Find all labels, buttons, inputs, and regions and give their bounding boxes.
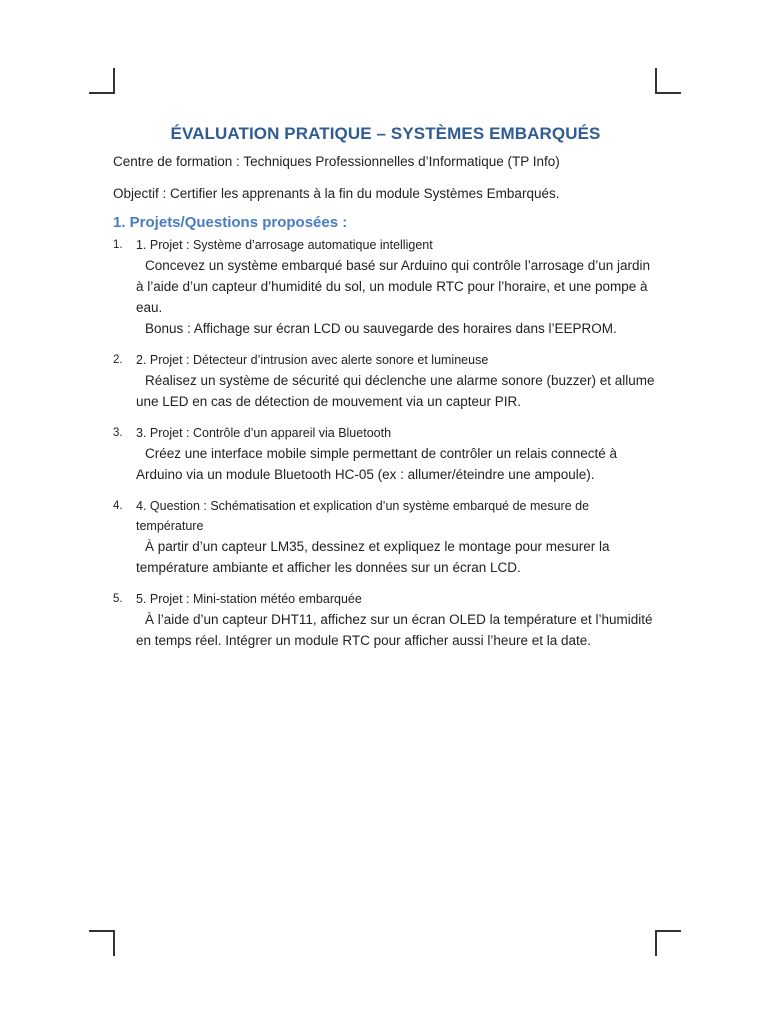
list-item xyxy=(113,235,658,339)
item-body: Concevez un système embarqué basé sur Arduino qui contrôle l’arrosage d’un jardin à l’aide d’un capteur d’humidité du sol, un module RTC pour l’horaire, et une pompe à eau. xyxy=(136,258,651,315)
item-bonus: Bonus : Affichage sur écran LCD ou sauvegarde des horaires dans l’EEPROM. xyxy=(145,321,617,336)
list-item xyxy=(113,589,658,651)
item-heading: 4. Question : Schématisation et explication d’un système embarqué de mesure de température xyxy=(136,499,590,533)
item-number: 4. xyxy=(113,500,123,512)
item-number: 5. xyxy=(113,593,123,605)
item-heading: 3. Projet : Contrôle d’un appareil via Bluetooth xyxy=(136,426,392,440)
item-number: 2. xyxy=(113,354,123,366)
item-heading: 5. Projet : Mini-station météo embarquée xyxy=(136,592,362,606)
crop-mark-bottom-right xyxy=(655,930,681,956)
crop-mark-top-left xyxy=(89,68,115,94)
list-item xyxy=(113,423,658,485)
list-item xyxy=(113,350,658,412)
document-title: ÉVALUATION PRATIQUE – SYSTÈMES EMBARQUÉS xyxy=(170,124,601,143)
section-title: 1. Projets/Questions proposées : xyxy=(113,214,348,231)
objective: Objectif : Certifier les apprenants à la fin du module Systèmes Embarqués. xyxy=(113,186,560,201)
list-item xyxy=(113,496,658,578)
item-heading: 1. Projet : Système d’arrosage automatique intelligent xyxy=(136,238,433,252)
crop-mark-top-right xyxy=(655,68,681,94)
item-heading: 2. Projet : Détecteur d’intrusion avec alerte sonore et lumineuse xyxy=(136,353,489,367)
item-body: À partir d’un capteur LM35, dessinez et expliquez le montage pour mesurer la température ambiante et afficher les données sur un écran LCD. xyxy=(136,539,610,575)
crop-mark-bottom-left xyxy=(89,930,115,956)
item-body: À l’aide d’un capteur DHT11, affichez sur un écran OLED la température et l’humidité en temps réel. Intégrer un module RTC pour afficher aussi l’heure et la date. xyxy=(136,612,653,648)
training-centre: Centre de formation : Techniques Professionnelles d’Informatique (TP Info) xyxy=(113,154,560,169)
item-body: Réalisez un système de sécurité qui déclenche une alarme sonore (buzzer) et allume une LED en cas de détection de mouvement via un capteur PIR. xyxy=(136,373,655,409)
item-body: Créez une interface mobile simple permettant de contrôler un relais connecté à Arduino via un module Bluetooth HC-05 (ex : allumer/éteindre une ampoule). xyxy=(136,446,617,482)
item-number: 1. xyxy=(113,239,123,251)
item-number: 3. xyxy=(113,427,123,439)
document-body xyxy=(113,124,658,662)
